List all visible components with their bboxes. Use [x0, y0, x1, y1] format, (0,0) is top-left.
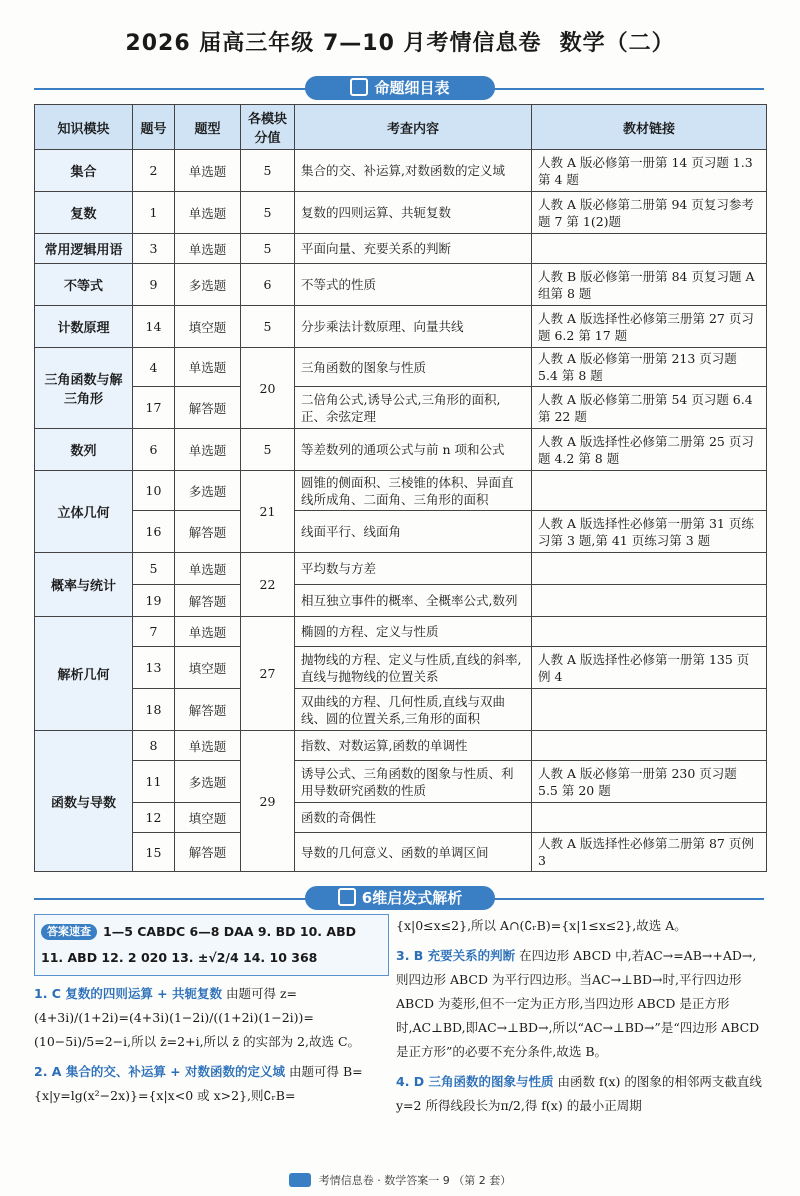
module-cell: 复数 — [35, 192, 133, 234]
content-cell: 复数的四则运算、共轭复数 — [295, 192, 532, 234]
num-cell: 16 — [133, 511, 175, 553]
table-row — [35, 150, 767, 192]
content-cell: 三角函数的图象与性质 — [295, 348, 532, 387]
type-cell: 解答题 — [175, 511, 241, 553]
module-cell: 函数与导数 — [35, 731, 133, 872]
exam-title: 2026 届高三年级 7—10 月考情信息卷 — [125, 31, 542, 56]
content-cell: 不等式的性质 — [295, 264, 532, 306]
header-num: 题号 — [133, 105, 175, 150]
num-cell: 4 — [133, 348, 175, 387]
footer-text: 考情信息卷 · 数学答案一 9 （第 2 套） — [318, 1174, 512, 1187]
score-cell: 22 — [241, 553, 295, 617]
module-cell: 解析几何 — [35, 617, 133, 731]
content-cell: 诱导公式、三角函数的图象与性质、利用导数研究函数的性质 — [295, 761, 532, 803]
score-cell: 6 — [241, 264, 295, 306]
num-cell: 10 — [133, 471, 175, 511]
table-row — [35, 647, 767, 689]
link-cell: 人教 A 版选择性必修第二册第 25 页习题 4.2 第 8 题 — [532, 429, 767, 471]
table-row — [35, 689, 767, 731]
header-module: 知识模块 — [35, 105, 133, 150]
page-footer — [0, 1172, 800, 1188]
content-cell: 相互独立事件的概率、全概率公式,数列 — [295, 585, 532, 617]
score-cell: 5 — [241, 306, 295, 348]
num-cell: 7 — [133, 617, 175, 647]
num-cell: 15 — [133, 833, 175, 872]
banner-analysis-label: 6维启发式解析 — [361, 889, 463, 907]
content-cell: 二倍角公式,诱导公式,三角形的面积,正、余弦定理 — [295, 387, 532, 429]
type-cell: 解答题 — [175, 833, 241, 872]
table-row — [35, 348, 767, 387]
module-cell: 概率与统计 — [35, 553, 133, 617]
link-cell — [532, 731, 767, 761]
type-cell: 单选题 — [175, 553, 241, 585]
content-cell: 椭圆的方程、定义与性质 — [295, 617, 532, 647]
content-cell: 导数的几何意义、函数的单调区间 — [295, 833, 532, 872]
page-title — [0, 26, 800, 57]
right-column — [396, 914, 766, 1118]
question-4-head: 4. D 三角函数的图象与性质 — [396, 1074, 554, 1089]
score-cell: 27 — [241, 617, 295, 731]
answer-key — [34, 914, 389, 976]
link-cell: 人教 A 版选择性必修第三册第 27 页习题 6.2 第 17 题 — [532, 306, 767, 348]
module-cell: 数列 — [35, 429, 133, 471]
score-cell: 20 — [241, 348, 295, 429]
table-row — [35, 306, 767, 348]
type-cell: 多选题 — [175, 761, 241, 803]
table-row — [35, 761, 767, 803]
link-cell — [532, 585, 767, 617]
link-cell: 人教 A 版选择性必修第二册第 87 页例 3 — [532, 833, 767, 872]
table-row — [35, 471, 767, 511]
module-cell: 集合 — [35, 150, 133, 192]
num-cell: 1 — [133, 192, 175, 234]
module-cell: 常用逻辑用语 — [35, 234, 133, 264]
question-1-head: 1. C 复数的四则运算 + 共轭复数 — [34, 986, 223, 1001]
link-cell: 人教 A 版必修第二册第 94 页复习参考题 7 第 1(2)题 — [532, 192, 767, 234]
type-cell: 单选题 — [175, 731, 241, 761]
content-cell: 双曲线的方程、几何性质,直线与双曲线、圆的位置关系,三角形的面积 — [295, 689, 532, 731]
num-cell: 8 — [133, 731, 175, 761]
content-cell: 函数的奇偶性 — [295, 803, 532, 833]
num-cell: 5 — [133, 553, 175, 585]
content-cell: 集合的交、补运算,对数函数的定义域 — [295, 150, 532, 192]
table-row — [35, 585, 767, 617]
num-cell: 18 — [133, 689, 175, 731]
question-3-body: 在四边形 ABCD 中,若AC→=AB→+AD→,则四边形 ABCD 为平行四边形。当AC→⊥BD→时,平行四边形 ABCD 为菱形,但不一定为正方形,当四边形 ABCD 是正方形时,AC⊥BD,即AC→⊥BD→,所以“AC→⊥BD→”是“四边形 ABCD 是正方形”的必要不充分条件,故选 B。 — [396, 948, 760, 1059]
question-3-head: 3. B 充要关系的判断 — [396, 948, 516, 963]
num-cell: 12 — [133, 803, 175, 833]
question-3 — [396, 944, 766, 1064]
answers-1: 1—5 CABDC 6—8 DAA 9. BD 10. ABD — [103, 924, 356, 939]
header-link: 教材链接 — [532, 105, 767, 150]
outline-table — [34, 104, 767, 872]
table-row — [35, 833, 767, 872]
link-cell — [532, 553, 767, 585]
content-cell: 圆锥的侧面积、三棱锥的体积、异面直线所成角、二面角、三角形的面积 — [295, 471, 532, 511]
score-cell: 5 — [241, 429, 295, 471]
type-cell: 解答题 — [175, 387, 241, 429]
link-cell: 人教 A 版选择性必修第一册第 135 页例 4 — [532, 647, 767, 689]
num-cell: 19 — [133, 585, 175, 617]
header-type: 题型 — [175, 105, 241, 150]
content-cell: 等差数列的通项公式与前 n 项和公式 — [295, 429, 532, 471]
link-cell: 人教 A 版必修第一册第 213 页习题 5.4 第 8 题 — [532, 348, 767, 387]
type-cell: 单选题 — [175, 617, 241, 647]
link-cell: 人教 A 版选择性必修第一册第 31 页练习第 3 题,第 41 页练习第 3 题 — [532, 511, 767, 553]
edit-icon — [338, 888, 356, 906]
answer-key-line1 — [41, 919, 382, 945]
answer-tag: 答案速查 — [41, 924, 97, 940]
type-cell: 单选题 — [175, 192, 241, 234]
question-2-continued: {x|0≤x≤2},所以 A∩(∁ᵣB)={x|1≤x≤2},故选 A。 — [396, 918, 687, 933]
header-score: 各模块分值 — [241, 105, 295, 150]
banner-analysis — [305, 886, 495, 910]
num-cell: 13 — [133, 647, 175, 689]
banner-outline-label: 命题细目表 — [374, 79, 450, 97]
content-cell: 指数、对数运算,函数的单调性 — [295, 731, 532, 761]
edit-icon — [350, 78, 368, 96]
link-cell: 人教 A 版必修第二册第 54 页习题 6.4 第 22 题 — [532, 387, 767, 429]
table-row — [35, 387, 767, 429]
table-row — [35, 617, 767, 647]
score-cell: 29 — [241, 731, 295, 872]
type-cell: 单选题 — [175, 348, 241, 387]
type-cell: 填空题 — [175, 647, 241, 689]
content-cell: 平面向量、充要关系的判断 — [295, 234, 532, 264]
table-row — [35, 803, 767, 833]
num-cell: 2 — [133, 150, 175, 192]
type-cell: 多选题 — [175, 471, 241, 511]
content-cell: 分步乘法计数原理、向量共线 — [295, 306, 532, 348]
content-cell: 平均数与方差 — [295, 553, 532, 585]
question-2-head: 2. A 集合的交、补运算 + 对数函数的定义域 — [34, 1064, 286, 1079]
link-cell — [532, 803, 767, 833]
publisher-logo-icon — [289, 1173, 311, 1187]
type-cell: 解答题 — [175, 585, 241, 617]
num-cell: 11 — [133, 761, 175, 803]
content-cell: 线面平行、线面角 — [295, 511, 532, 553]
answers-2: 11. ABD 12. 2 020 13. ±√2/4 14. 10 368 — [41, 950, 318, 965]
question-4 — [396, 1070, 766, 1118]
num-cell: 9 — [133, 264, 175, 306]
table-row — [35, 234, 767, 264]
score-cell: 5 — [241, 150, 295, 192]
score-cell: 21 — [241, 471, 295, 553]
num-cell: 17 — [133, 387, 175, 429]
link-cell: 人教 A 版必修第一册第 230 页习题 5.5 第 20 题 — [532, 761, 767, 803]
table-row — [35, 511, 767, 553]
header-content: 考查内容 — [295, 105, 532, 150]
type-cell: 解答题 — [175, 689, 241, 731]
question-4-body: 由函数 f(x) 的图象的相邻两支截直线 y=2 所得线段长为π/2,得 f(x) 的最小正周期 — [396, 1074, 762, 1113]
table-row — [35, 429, 767, 471]
question-1 — [34, 982, 389, 1054]
module-cell: 不等式 — [35, 264, 133, 306]
link-cell: 人教 B 版必修第一册第 84 页复习题 A 组第 8 题 — [532, 264, 767, 306]
module-cell: 计数原理 — [35, 306, 133, 348]
banner-outline — [305, 76, 495, 100]
link-cell — [532, 617, 767, 647]
link-cell — [532, 689, 767, 731]
table-row — [35, 731, 767, 761]
left-column — [34, 914, 389, 1108]
table-row — [35, 192, 767, 234]
type-cell: 填空题 — [175, 306, 241, 348]
module-cell: 立体几何 — [35, 471, 133, 553]
content-cell: 抛物线的方程、定义与性质,直线的斜率,直线与抛物线的位置关系 — [295, 647, 532, 689]
type-cell: 填空题 — [175, 803, 241, 833]
score-cell: 5 — [241, 192, 295, 234]
question-1-body: 由题可得 z=(4+3i)/(1+2i)=(4+3i)(1−2i)/((1+2i)(1−2i))=(10−5i)/5=2−i,所以 z̄=2+i,所以 z̄ 的实部为 2,故选 C。 — [34, 986, 361, 1049]
link-cell — [532, 234, 767, 264]
num-cell: 14 — [133, 306, 175, 348]
type-cell: 多选题 — [175, 264, 241, 306]
num-cell: 6 — [133, 429, 175, 471]
num-cell: 3 — [133, 234, 175, 264]
module-cell: 三角函数与解三角形 — [35, 348, 133, 429]
table-row — [35, 553, 767, 585]
type-cell: 单选题 — [175, 150, 241, 192]
question-2-body: 由题可得 B={x|y=lg(x²−2x)}={x|x<0 或 x>2},则∁ᵣB= — [34, 1064, 363, 1103]
type-cell: 单选题 — [175, 234, 241, 264]
exam-subject: 数学（二） — [559, 31, 675, 56]
table-row — [35, 264, 767, 306]
link-cell — [532, 471, 767, 511]
score-cell: 5 — [241, 234, 295, 264]
question-2 — [34, 1060, 389, 1108]
link-cell: 人教 A 版必修第一册第 14 页习题 1.3 第 4 题 — [532, 150, 767, 192]
type-cell: 单选题 — [175, 429, 241, 471]
table-header-row — [35, 105, 767, 150]
